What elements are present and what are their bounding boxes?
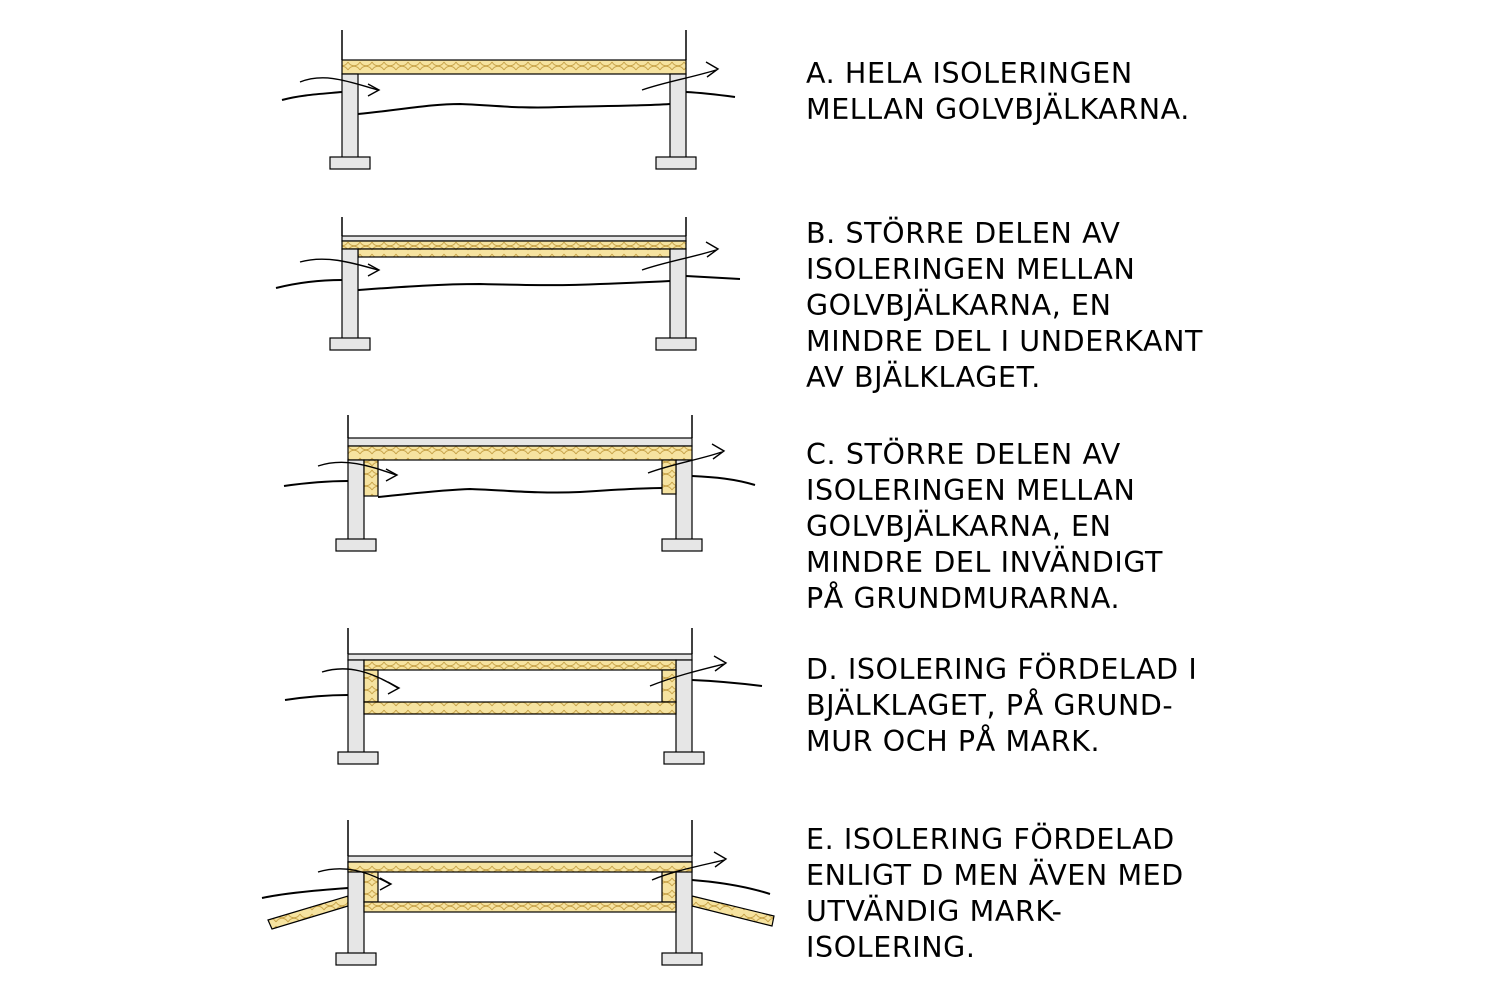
ground-line-outside-left bbox=[276, 280, 342, 288]
ground-line-crawlspace bbox=[358, 104, 670, 114]
ground-line-outside-left bbox=[285, 695, 348, 700]
ground-line-outside-right bbox=[686, 276, 740, 279]
ground-line-outside-left bbox=[282, 92, 342, 100]
diagram-b bbox=[276, 217, 740, 350]
insulation-on-ground bbox=[364, 702, 676, 714]
airflow-arrowhead-out bbox=[706, 62, 718, 77]
floor-board bbox=[342, 236, 686, 241]
ground-line-crawlspace bbox=[358, 281, 670, 290]
airflow-arrowhead-out bbox=[712, 444, 724, 459]
ground-line-crawlspace bbox=[378, 488, 662, 497]
ground-line-outside-left bbox=[284, 481, 348, 486]
caption-a: A. HELA ISOLERINGEN MELLAN GOLVBJÄLKARNA. bbox=[806, 57, 1190, 126]
diagram-c bbox=[284, 415, 755, 551]
foundation-wall-right bbox=[676, 862, 692, 954]
ground-line-outside-right bbox=[686, 92, 735, 97]
foundation-wall-left bbox=[348, 460, 364, 540]
insulation-outer-ground-left bbox=[268, 896, 348, 929]
diagram-a bbox=[282, 30, 735, 169]
caption-c: C. STÖRRE DELEN AV ISOLERINGEN MELLAN GOLVBJÄLKARNA, EN MINDRE DEL INVÄNDIGT PÅ GRUNDMURARNA. bbox=[806, 438, 1164, 615]
airflow-arrow-in bbox=[300, 259, 378, 270]
diagram-d bbox=[285, 628, 762, 764]
diagram-e bbox=[262, 820, 774, 965]
insulation-between-joists bbox=[348, 446, 692, 460]
insulation-underside bbox=[358, 249, 670, 257]
footing-right bbox=[656, 338, 696, 350]
caption-e: E. ISOLERING FÖRDELAD ENLIGT D MEN ÄVEN MED UTVÄNDIG MARK- ISOLERING. bbox=[806, 823, 1184, 964]
floor-board bbox=[348, 856, 692, 862]
footing-right bbox=[656, 157, 696, 169]
insulation-joist-layer bbox=[364, 660, 676, 670]
airflow-arrowhead-out bbox=[706, 242, 718, 257]
insulation-inner-wall-right bbox=[662, 872, 676, 902]
foundation-wall-left bbox=[348, 862, 364, 954]
foundation-wall-right bbox=[670, 74, 686, 159]
ground-line-outside-right bbox=[692, 880, 770, 894]
floor-board bbox=[348, 654, 692, 660]
caption-b: B. STÖRRE DELEN AV ISOLERINGEN MELLAN GOLVBJÄLKARNA, EN MINDRE DEL I UNDERKANT AV BJÄLKLAGET. bbox=[806, 217, 1204, 394]
foundation-wall-left bbox=[348, 660, 364, 753]
footing-right bbox=[662, 953, 702, 965]
insulation-joist-layer bbox=[348, 862, 692, 872]
foundation-wall-right bbox=[676, 460, 692, 540]
footing-right bbox=[664, 752, 704, 764]
insulation-inner-wall-right bbox=[662, 670, 676, 702]
footing-right bbox=[662, 539, 702, 551]
ground-line-outside-left bbox=[262, 888, 348, 898]
floor-board bbox=[348, 438, 692, 446]
airflow-arrow-in bbox=[300, 78, 378, 90]
caption-d: D. ISOLERING FÖRDELAD I BJÄLKLAGET, PÅ GRUND- MUR OCH PÅ MARK. bbox=[806, 653, 1198, 758]
airflow-arrowhead-out bbox=[714, 852, 726, 867]
foundation-wall-right bbox=[670, 249, 686, 339]
ground-line-outside-right bbox=[692, 476, 755, 485]
footing-left bbox=[336, 539, 376, 551]
footing-left bbox=[336, 953, 376, 965]
foundation-wall-left bbox=[342, 74, 358, 159]
footing-left bbox=[330, 157, 370, 169]
ground-line-outside-right bbox=[692, 680, 762, 686]
insulation-outer-ground-right bbox=[692, 896, 774, 926]
footing-left bbox=[338, 752, 378, 764]
footing-left bbox=[330, 338, 370, 350]
insulation-between-joists bbox=[342, 241, 686, 249]
insulation-on-ground bbox=[364, 902, 676, 912]
insulation-between-joists bbox=[342, 60, 686, 74]
airflow-arrowhead-out bbox=[714, 656, 726, 671]
